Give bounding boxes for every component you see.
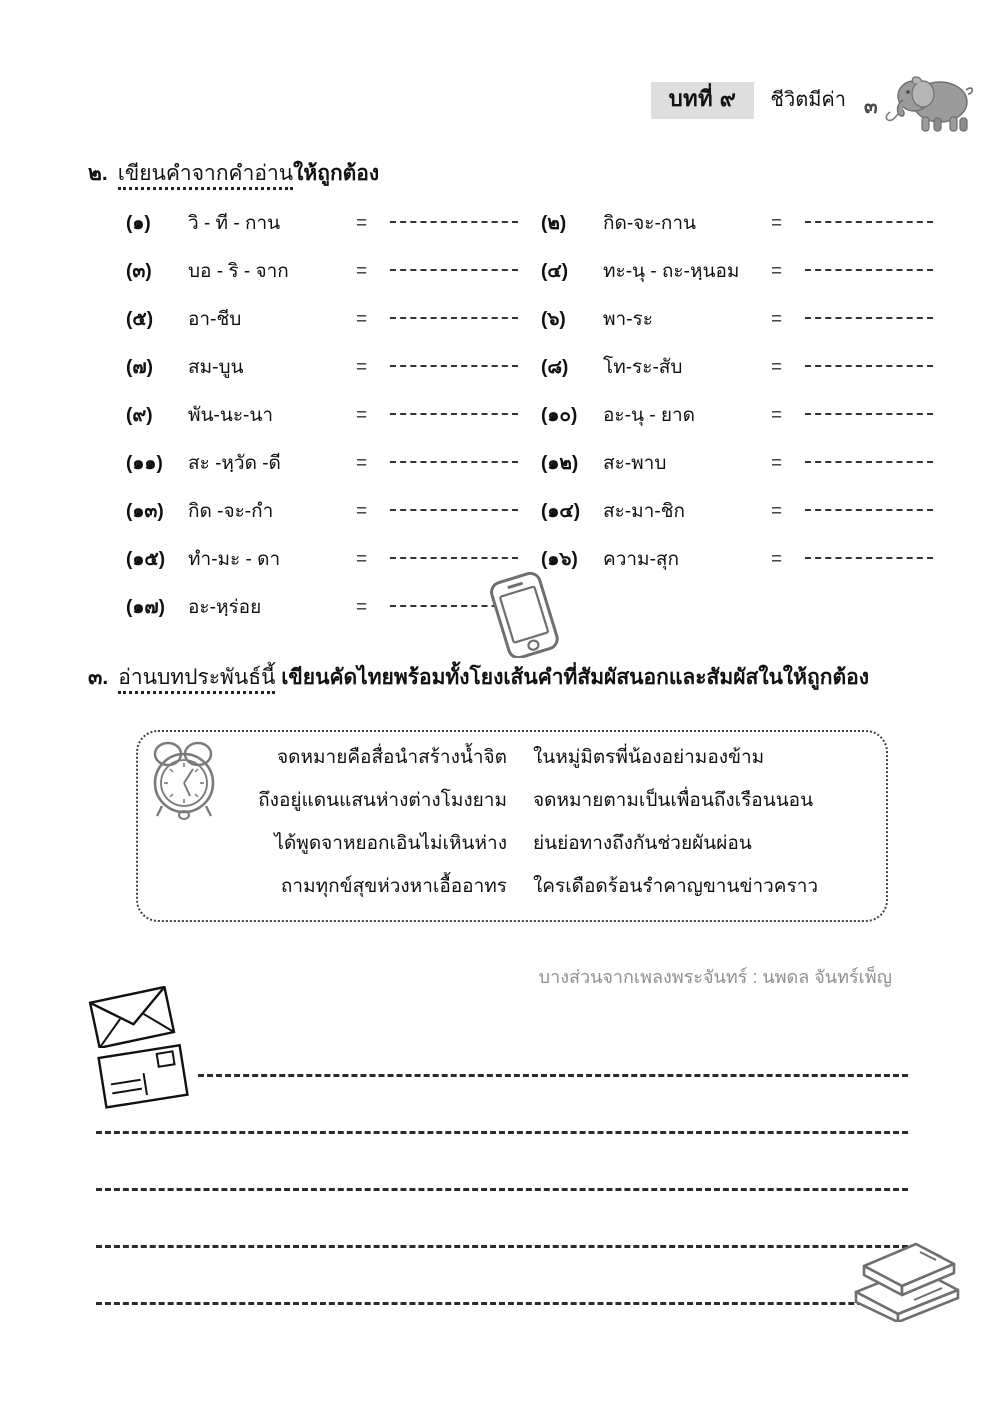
exercise-2-item — [126, 352, 541, 382]
item-number: (๑๒) — [541, 453, 579, 474]
poem-line-right: ย่นย่อทางถึงกันช่วยผันผ่อน — [533, 833, 752, 854]
poem-line-right: จดหมายตามเป็นเพื่อนถึงเรือนนอน — [533, 790, 814, 811]
exercise-2-item — [541, 256, 956, 286]
item-reading-word: อา-ชีบ — [188, 309, 242, 330]
item-number: (๑๗) — [126, 597, 166, 618]
writing-line-3[interactable] — [96, 1188, 908, 1191]
answer-blank[interactable] — [805, 557, 933, 559]
equals-sign: = — [771, 501, 783, 522]
equals-sign: = — [356, 213, 368, 234]
item-reading-word: อะ-หฺร่อย — [188, 597, 262, 618]
item-number: (๓) — [126, 261, 152, 282]
writing-line-1[interactable] — [198, 1074, 908, 1077]
answer-blank[interactable] — [805, 509, 933, 511]
exercise-2-instruction — [118, 162, 379, 186]
item-reading-word: ความ-สุก — [603, 549, 679, 570]
answer-blank[interactable] — [805, 269, 933, 271]
item-reading-word: วิ - ที - กาน — [188, 213, 281, 234]
poem-line-left: ได้พูดจาหยอกเอินไม่เหินห่าง — [274, 833, 507, 854]
page-number: ๓ — [864, 96, 878, 118]
exercise-2-instruction-plain: เขียนคำจากคำอ่าน — [118, 162, 293, 190]
exercise-2-row — [126, 400, 956, 448]
item-reading-word: อะ-นุ - ยาด — [603, 405, 695, 426]
exercise-2-item — [126, 496, 541, 526]
poem-row — [138, 785, 886, 828]
poem-lines — [138, 742, 886, 914]
writing-line-5[interactable] — [96, 1302, 908, 1305]
answer-blank[interactable] — [390, 365, 518, 367]
equals-sign: = — [356, 357, 368, 378]
exercise-2-item — [126, 448, 541, 478]
equals-sign: = — [771, 261, 783, 282]
exercise-2-row — [126, 208, 956, 256]
exercise-2-row — [126, 352, 956, 400]
equals-sign: = — [356, 597, 368, 618]
item-number: (๙) — [126, 405, 153, 426]
exercise-2-row — [126, 256, 956, 304]
exercise-2-row — [126, 448, 956, 496]
answer-blank[interactable] — [805, 317, 933, 319]
exercise-2-instruction-bold: ให้ถูกต้อง — [293, 162, 380, 185]
poem-row — [138, 742, 886, 785]
equals-sign: = — [771, 405, 783, 426]
exercise-3-heading — [88, 666, 869, 690]
exercise-2-item — [541, 448, 956, 478]
item-reading-word: พา-ระ — [603, 309, 653, 330]
answer-blank[interactable] — [805, 365, 933, 367]
equals-sign: = — [771, 309, 783, 330]
poem-box — [136, 730, 888, 922]
exercise-2-row — [126, 304, 956, 352]
item-number: (๑๕) — [126, 549, 166, 570]
item-reading-word: สะ-พาบ — [603, 453, 667, 474]
page-number-group — [862, 68, 974, 132]
exercise-3-instruction — [118, 666, 869, 690]
poem-row — [138, 871, 886, 914]
item-reading-word: พัน-นะ-นา — [188, 405, 274, 426]
item-number: (๑๑) — [126, 453, 163, 474]
writing-line-2[interactable] — [96, 1131, 908, 1134]
exercise-2-item — [126, 400, 541, 430]
item-number: (๘) — [541, 357, 569, 378]
answer-blank[interactable] — [390, 557, 518, 559]
page-header — [651, 68, 974, 132]
poem-line-left: ถามทุกข์สุขห่วงหาเอื้ออาทร — [280, 876, 507, 897]
answer-blank[interactable] — [390, 461, 518, 463]
poem-line-right: ใครเดือดร้อนรำคาญขานข่าวคราว — [533, 876, 819, 897]
exercise-2-item — [541, 208, 956, 238]
item-reading-word: สม-บูน — [188, 357, 244, 378]
exercise-2-item — [541, 544, 956, 574]
item-number: (๑๐) — [541, 405, 578, 426]
exercise-2-heading — [88, 162, 379, 186]
answer-blank[interactable] — [390, 269, 518, 271]
writing-line-4[interactable] — [96, 1245, 908, 1248]
item-reading-word: กิด -จะ-กำ — [188, 501, 274, 522]
item-number: (๒) — [541, 213, 567, 234]
equals-sign: = — [356, 309, 368, 330]
answer-blank[interactable] — [805, 461, 933, 463]
poem-line-right: ในหมู่มิตรพี่น้องอย่ามองข้าม — [533, 747, 765, 768]
answer-blank[interactable] — [390, 317, 518, 319]
item-number: (๑) — [126, 213, 151, 234]
answer-blank[interactable] — [390, 413, 518, 415]
equals-sign: = — [771, 453, 783, 474]
postcard-icon — [96, 1043, 194, 1109]
exercise-2-item — [126, 304, 541, 334]
smartphone-icon — [472, 570, 580, 658]
item-reading-word: สะ -หฺวัด -ดี — [188, 453, 281, 474]
exercise-2-item — [126, 208, 541, 238]
exercise-2-item — [126, 256, 541, 286]
equals-sign: = — [771, 213, 783, 234]
exercise-2-row — [126, 496, 956, 544]
exercise-3-number: ๓. — [88, 666, 109, 689]
exercise-3-instruction-bold: เขียนคัดไทยพร้อมทั้งโยงเส้นคำที่สัมผัสนอกและสัมผัสในให้ถูกต้อง — [281, 666, 869, 689]
exercise-2-item — [541, 352, 956, 382]
answer-blank[interactable] — [805, 221, 933, 223]
answer-blank[interactable] — [390, 509, 518, 511]
equals-sign: = — [356, 405, 368, 426]
exercise-3-instruction-plain: อ่านบทประพันธ์นี้ — [118, 666, 275, 694]
item-number: (๗) — [126, 357, 153, 378]
answer-blank[interactable] — [390, 221, 518, 223]
elephant-icon — [882, 72, 978, 134]
exercise-2-item — [541, 400, 956, 430]
item-number: (๑๖) — [541, 549, 578, 570]
equals-sign: = — [771, 357, 783, 378]
item-reading-word: โท-ระ-สับ — [603, 357, 683, 378]
equals-sign: = — [771, 549, 783, 570]
item-reading-word: ทะ-นุ - ถะ-หฺนอม — [603, 261, 740, 282]
item-number: (๖) — [541, 309, 566, 330]
item-number: (๔) — [541, 261, 569, 282]
exercise-2-item — [541, 496, 956, 526]
poem-line-left: ถึงอยู่แดนแสนห่างต่างโมงยาม — [258, 790, 507, 811]
item-reading-word: บอ - ริ - จาก — [188, 261, 289, 282]
equals-sign: = — [356, 549, 368, 570]
item-number: (๑๓) — [126, 501, 164, 522]
poem-line-left: จดหมายคือสื่อนำสร้างน้ำจิต — [277, 747, 507, 768]
envelope-icon — [88, 986, 180, 1048]
equals-sign: = — [356, 453, 368, 474]
equals-sign: = — [356, 261, 368, 282]
stacked-books-icon — [840, 1218, 972, 1322]
equals-sign: = — [356, 501, 368, 522]
item-reading-word: กิด-จะ-กาน — [603, 213, 696, 234]
chapter-label: บทที่ ๙ — [651, 82, 755, 119]
exercise-2-item — [541, 304, 956, 334]
item-reading-word: สะ-มา-ชิก — [603, 501, 686, 522]
answer-blank[interactable] — [805, 413, 933, 415]
poem-row — [138, 828, 886, 871]
exercise-2-number: ๒. — [88, 162, 108, 185]
item-number: (๑๔) — [541, 501, 581, 522]
poem-attribution: บางส่วนจากเพลงพระจันทร์ : นพดล จันทร์เพ็ญ — [538, 967, 892, 987]
item-number: (๕) — [126, 309, 154, 330]
item-reading-word: ทำ-มะ - ดา — [188, 549, 281, 570]
chapter-title: ชีวิตมีค่า — [770, 89, 846, 111]
